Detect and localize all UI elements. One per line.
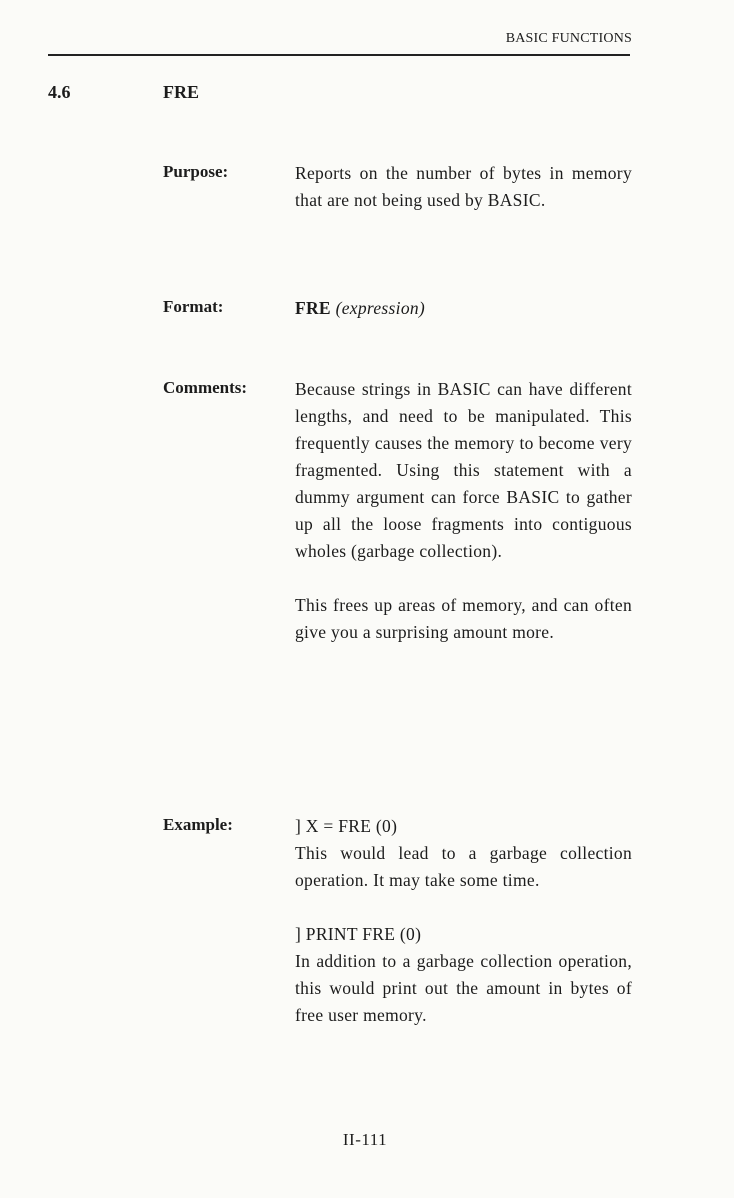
running-header: BASIC FUNCTIONS: [505, 31, 632, 46]
page-number: II-111: [342, 1130, 388, 1149]
format-keyword: FRE: [295, 298, 331, 318]
example-description-1: This would lead to a garbage collection operation. It may take some time.: [295, 843, 632, 890]
example-code-2: ] PRINT FRE (0): [295, 924, 422, 944]
purpose-paragraph: Reports on the number of bytes in memory that are not being used by BASIC.: [295, 163, 632, 210]
comments-paragraph-1: Because strings in BASIC can have different lengths, and need to be manipulated. This frequently causes the memory to become very fragmented. Using this statement with a dummy argument can force BASIC to gather up all the loose fragments into contiguous wholes (garbage collection).: [295, 379, 632, 561]
comments-label: Comments:: [163, 378, 248, 397]
header-rule: [48, 54, 630, 56]
purpose-label: Purpose:: [163, 162, 229, 181]
example-description-2: In addition to a garbage collection operation, this would print out the amount in bytes of free user memory.: [295, 951, 632, 1025]
comments-text: [295, 376, 632, 646]
example-label: Example:: [163, 815, 233, 834]
section-title: FRE: [163, 82, 199, 102]
page-footer: [0, 1130, 734, 1150]
example-code-1: ] X = FRE (0): [295, 816, 398, 836]
format-text: [295, 295, 632, 322]
section-number: 4.6: [48, 82, 71, 102]
purpose-text: [295, 160, 632, 214]
format-label: Format:: [163, 297, 224, 316]
example-text: [295, 813, 632, 1029]
format-argument: (expression): [335, 298, 426, 318]
comments-paragraph-2: This frees up areas of memory, and can often give you a surprising amount more.: [295, 595, 632, 642]
